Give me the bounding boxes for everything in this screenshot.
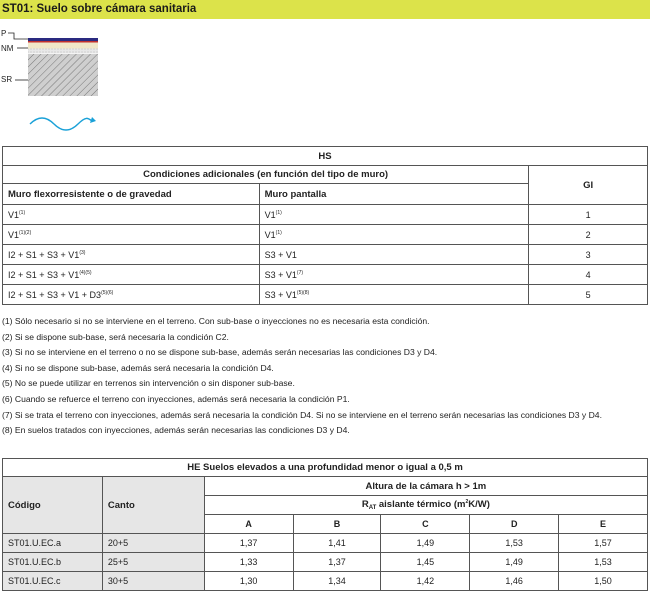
he-col-canto: Canto: [102, 477, 204, 534]
hs-cell-gi: 5: [529, 285, 648, 305]
hs-cell-muro-flex: $I2 + S1 + S3 + V1 + D3^{(5)(6)}$: [3, 285, 260, 305]
he-cell-value: 1,37: [204, 534, 293, 553]
he-cell-value: 1,57: [559, 534, 648, 553]
table-row: [3, 285, 648, 305]
he-cell-value: 1,42: [381, 572, 470, 591]
hs-cell-muro-pantalla: V1$^{(1)}$: [259, 225, 529, 245]
he-cell-canto: 30+5: [102, 572, 204, 591]
he-col-codigo: Código: [3, 477, 103, 534]
hs-cell-gi: 1: [529, 205, 648, 225]
hs-gi-header: GI: [529, 166, 648, 205]
he-cell-value: 1,49: [381, 534, 470, 553]
footnote: (4) Si no se dispone sub-base, además será necesaria la condición D4.: [2, 362, 274, 373]
footnote: (7) Si se trata el terreno con inyecciones, además será necesaria la condición D4. Si no se interviene en el terreno serán necesarias las condiciones D3 y D4.: [2, 409, 602, 420]
hs-cell-muro-pantalla: S3 + V1: [259, 245, 529, 265]
he-altura-header: Altura de la cámara h > 1m: [204, 477, 647, 496]
table-row: [3, 225, 648, 245]
he-cell-codigo: ST01.U.EC.a: [3, 534, 103, 553]
footnote: (8) En suelos tratados con inyecciones, además serán necesarias las condiciones D3 y D4.: [2, 425, 350, 436]
table-row: [3, 205, 648, 225]
he-col-b: B: [293, 515, 381, 534]
hs-col-muro-pantalla: Muro pantalla: [259, 184, 529, 205]
table-row: [3, 265, 648, 285]
he-cell-codigo: ST01.U.EC.b: [3, 553, 103, 572]
footnote: (6) Cuando se refuerce el terreno con inyecciones, además será necesaria la condición P1.: [2, 393, 350, 404]
hs-cell-gi: 2: [529, 225, 648, 245]
table-row: [3, 553, 648, 572]
he-cell-value: 1,53: [559, 553, 648, 572]
hs-header: HS: [3, 147, 648, 166]
hs-cell-muro-flex: V1$^{(1)}$: [3, 205, 260, 225]
hs-table: [2, 146, 648, 305]
he-cell-value: 1,33: [204, 553, 293, 572]
hs-cell-muro-pantalla: V1$^{(1)}$: [259, 205, 529, 225]
he-cell-codigo: ST01.U.EC.c: [3, 572, 103, 591]
he-cell-value: 1,37: [293, 553, 381, 572]
he-cell-canto: 20+5: [102, 534, 204, 553]
he-rat-header: $R_{AT}$ aislante térmico $(m^2K/W)$: [204, 496, 647, 515]
section-drawing: [0, 24, 110, 139]
he-cell-value: 1,49: [470, 553, 559, 572]
footnote: (5) No se puede utilizar en terrenos sin intervención o sin disponer sub-base.: [2, 378, 295, 389]
hs-cell-gi: 4: [529, 265, 648, 285]
label-p: P: [1, 29, 7, 38]
hs-cell-muro-flex: $V1^{(1)(2)}$: [3, 225, 260, 245]
he-cell-value: 1,41: [293, 534, 381, 553]
hs-cell-muro-pantalla: $S3 + V1^{(7)}$: [259, 265, 529, 285]
label-sr: SR: [1, 75, 13, 84]
floor-section-diagram: [0, 24, 110, 139]
footnote: (1) Sólo necesario si no se interviene en el terreno. Con sub-base o inyecciones no es necesaria esta condición.: [2, 316, 430, 326]
he-cell-value: 1,30: [204, 572, 293, 591]
page-title: ST01: Suelo sobre cámara sanitaria: [2, 3, 197, 15]
title-bar: [0, 0, 650, 19]
hs-subheader: Condiciones adicionales (en función del tipo de muro): [3, 166, 529, 184]
label-nm: NM: [1, 44, 14, 53]
hs-cell-muro-flex: $I2 + S1 + S3 + V1^{(4)(5)}$: [3, 265, 260, 285]
he-col-d: D: [470, 515, 559, 534]
hs-cell-muro-pantalla: $S3 + V1^{(5)(8)}$: [259, 285, 529, 305]
hs-cell-gi: 3: [529, 245, 648, 265]
hs-cell-muro-flex: $I2 + S1 + S3 + V1^{(3)}$: [3, 245, 260, 265]
he-cell-value: 1,46: [470, 572, 559, 591]
he-col-a: A: [204, 515, 293, 534]
footnotes: [2, 314, 648, 439]
table-row: [3, 245, 648, 265]
he-cell-canto: 25+5: [102, 553, 204, 572]
hs-col-muro-flexorresistente: Muro flexorresistente o de gravedad: [3, 184, 260, 205]
footnote: (3) Si no se interviene en el terreno o no se dispone sub-base, además serán necesarias las condiciones D3 y D4.: [2, 347, 438, 358]
he-header: HE Suelos elevados a una profundidad menor o igual a 0,5 m: [3, 459, 648, 477]
he-col-e: E: [559, 515, 648, 534]
table-row: [3, 572, 648, 591]
footnote: (2) Si se dispone sub-base, será necesaria la condición C2.: [2, 331, 229, 342]
he-table: [2, 458, 648, 591]
he-cell-value: 1,50: [559, 572, 648, 591]
he-cell-value: 1,45: [381, 553, 470, 572]
he-cell-value: 1,53: [470, 534, 559, 553]
he-col-c: C: [381, 515, 470, 534]
he-cell-value: 1,34: [293, 572, 381, 591]
table-row: [3, 534, 648, 553]
